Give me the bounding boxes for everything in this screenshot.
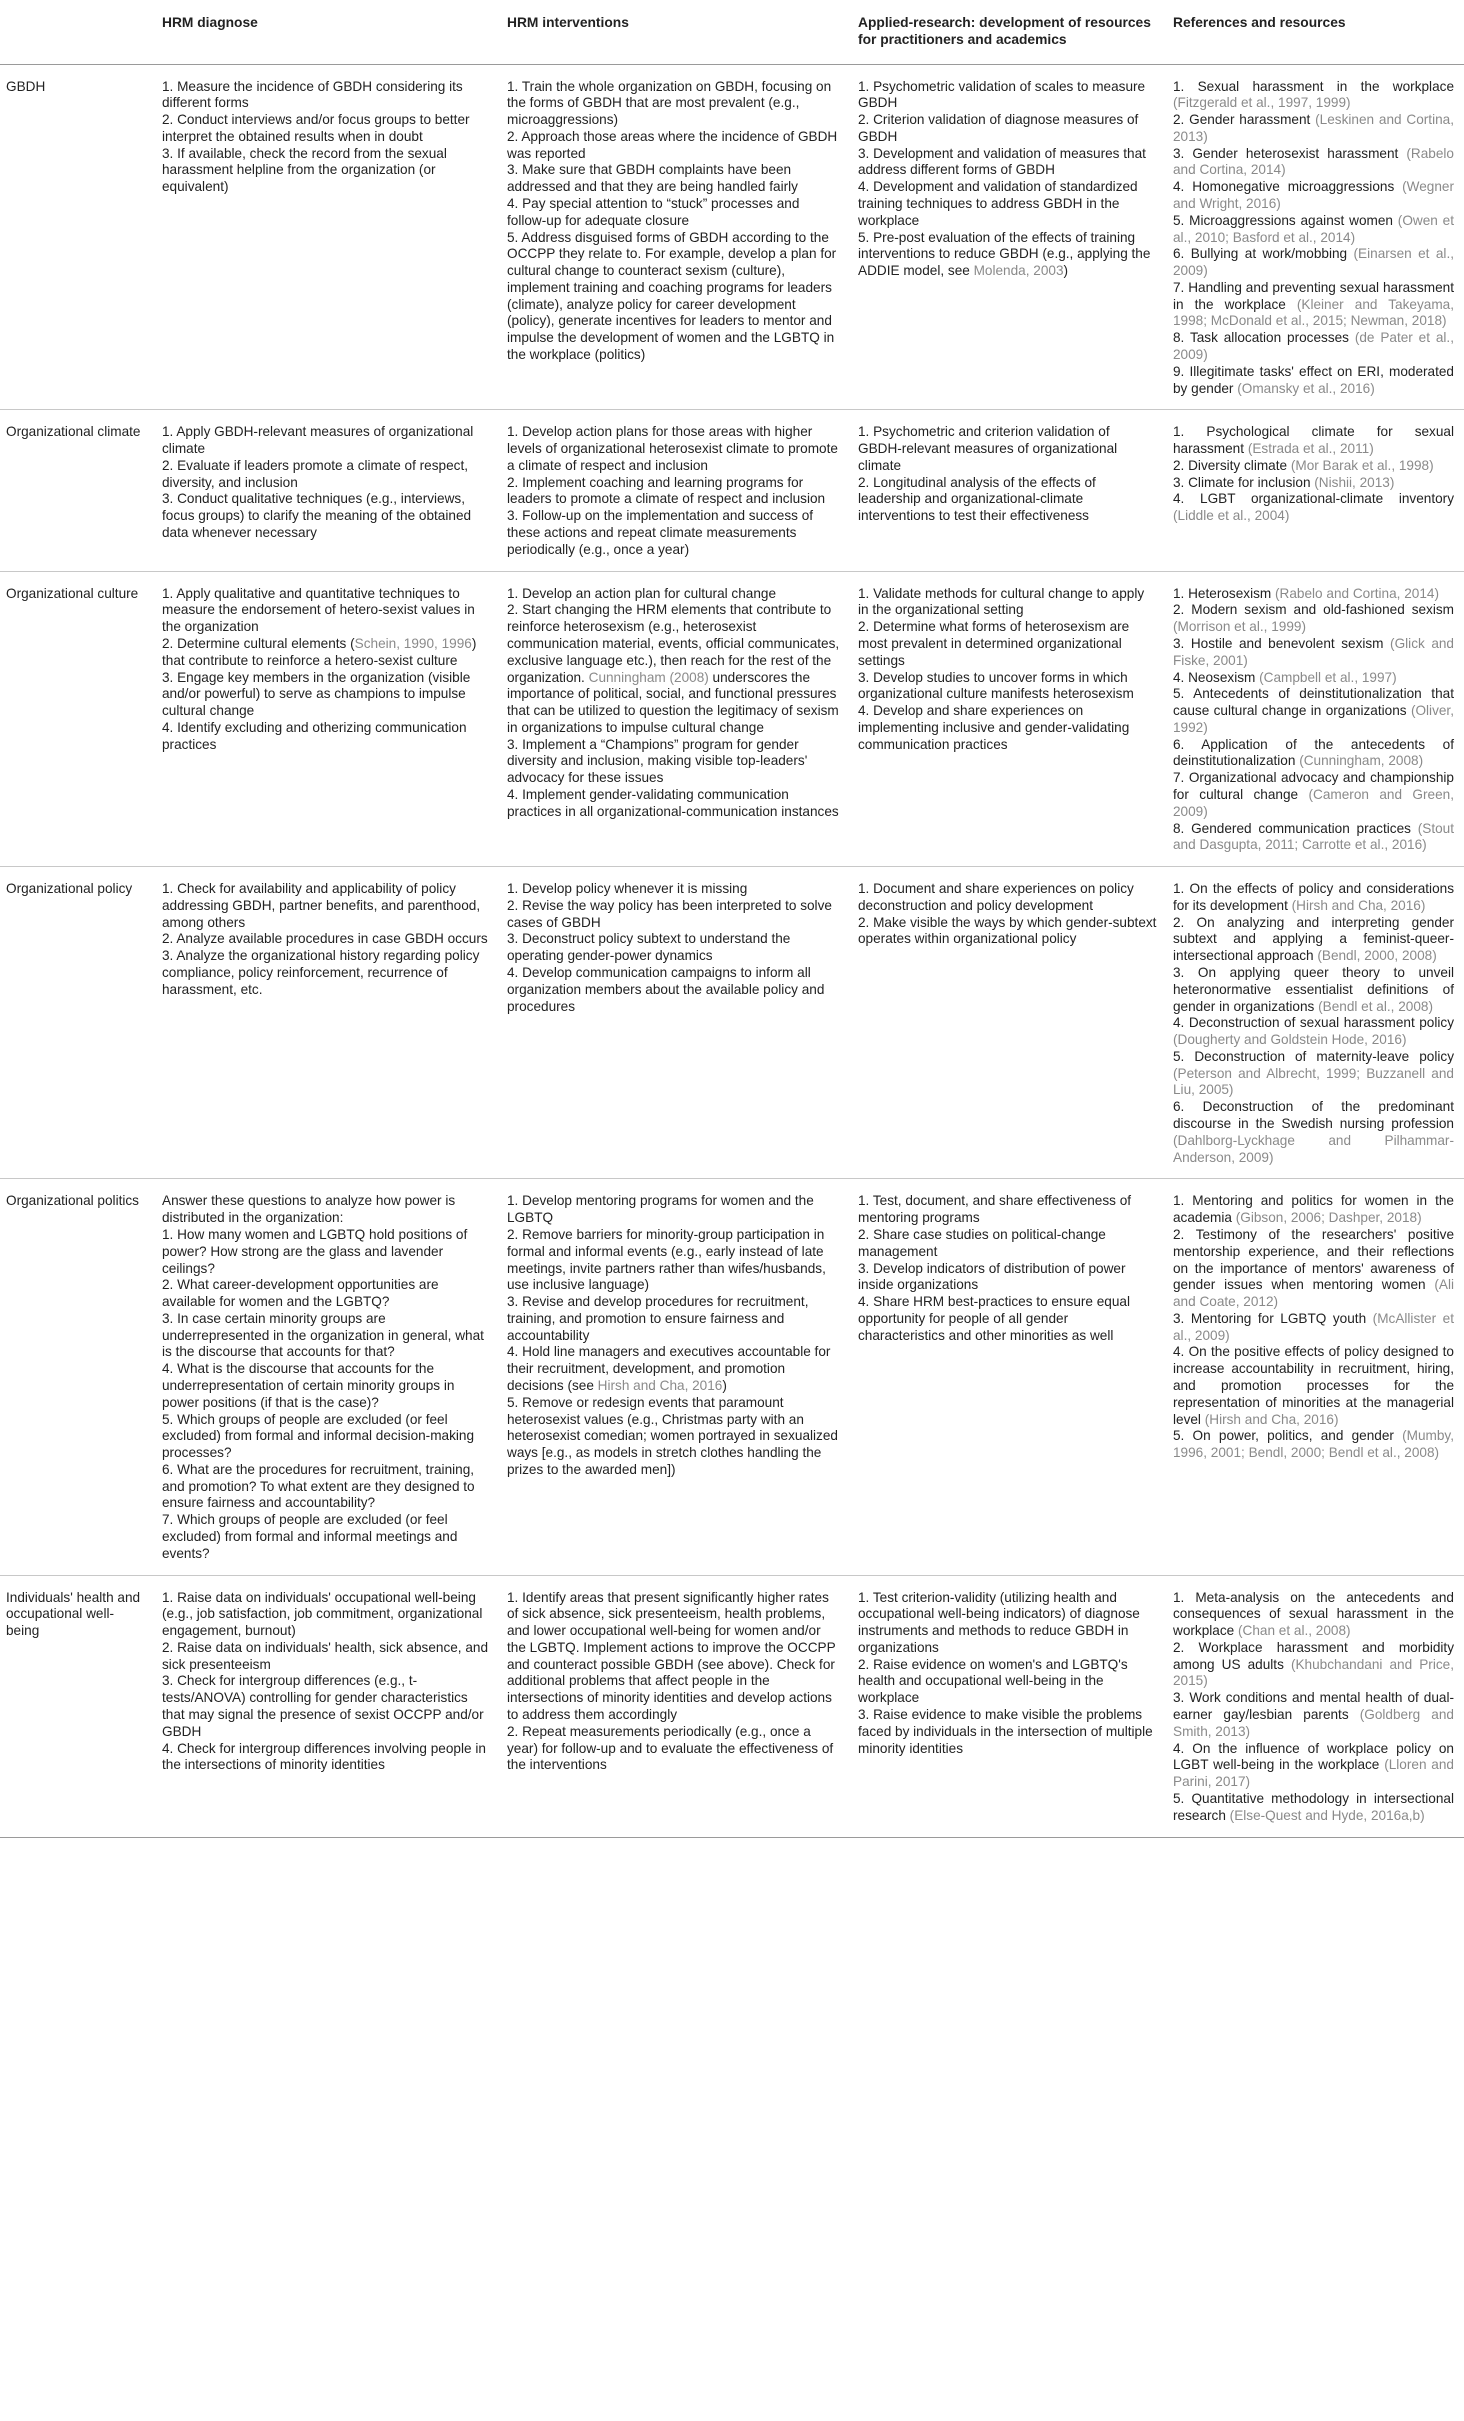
list-item	[858, 915, 1157, 949]
list-item: 2. What career-development opportunities are available for women and the LGBTQ?	[162, 1277, 439, 1310]
item-text: 8. Gendered communication practices	[1173, 820, 1418, 836]
header-applied-research: Applied-research: development of resources for practitioners and academics	[852, 0, 1167, 64]
research-cell	[852, 1179, 1167, 1575]
list-item	[1173, 213, 1454, 247]
diagnose-cell	[156, 1179, 501, 1575]
citation: (Estrada et al., 2011)	[1247, 441, 1374, 457]
citation: (Hirsh and Cha, 2016)	[1204, 1411, 1339, 1427]
list-item	[162, 586, 491, 636]
research-cell	[852, 571, 1167, 867]
citation: Cunningham (2008)	[588, 669, 709, 685]
item-text: 9. Illegitimate tasks' effect on ERI, moderated by gender	[1173, 363, 1454, 396]
list-item	[507, 737, 842, 787]
item-text: 3. Engage key members in the organization (visible and/or powerful) to serve as champions to impulse cultural change	[162, 669, 471, 719]
list-item	[1173, 1311, 1454, 1345]
list-item: 3. Make sure that GBDH complaints have been addressed and that they are being handled fairly	[507, 162, 798, 195]
citation: (Morrison et al., 1999)	[1173, 619, 1306, 635]
list-item: 5. Address disguised forms of GBDH according to the OCCPP they relate to. For example, develop a plan for cultural change to counteract sexism (culture), implement training and coaching programs for leaders (climate), analyze policy for career development (policy), generate incentives for leaders to mentor and impulse the development of women and the LGBTQ in the workplace (politics)	[507, 229, 837, 362]
list-item	[1173, 246, 1454, 280]
item-text: 1. Test, document, and share effectiveness of mentoring programs	[858, 1193, 1132, 1226]
citation: (Owen et al., 2010; Basford et al., 2014)	[1173, 212, 1454, 245]
citation: (Wegner and Wright, 2016)	[1173, 179, 1454, 211]
list-item	[1173, 491, 1454, 525]
list-item	[1173, 280, 1454, 330]
item-text: 6. Bullying at work/mobbing	[1173, 246, 1354, 262]
citation: (Bendl et al., 2008)	[1318, 998, 1433, 1014]
list-item: 1. Develop action plans for those areas with higher levels of organizational heterosexist climate to promote a climate of respect and inclusion	[507, 424, 838, 473]
list-item	[162, 636, 491, 670]
citation: (Else-Quest and Hyde, 2016a,b)	[1229, 1807, 1425, 1823]
citation: (Khubchandani and Price, 2015)	[1173, 1656, 1454, 1689]
list-item	[1173, 602, 1454, 636]
list-item	[1173, 458, 1454, 475]
item-text: 2. Criterion validation of diagnose measures of GBDH	[858, 112, 1139, 144]
citation: (Goldberg and Smith, 2013)	[1173, 1707, 1454, 1739]
row-label: Organizational politics	[0, 1179, 156, 1575]
list-item	[507, 1294, 842, 1344]
list-item: 3. Conduct qualitative techniques (e.g., interviews, focus groups) to clarify the meaning of the obtained data whenever necessary	[162, 491, 472, 541]
list-item	[1173, 79, 1454, 113]
citation: (de Pater et al., 2009)	[1173, 330, 1454, 362]
list-item	[858, 1193, 1157, 1227]
list-item	[858, 146, 1157, 180]
list-item	[858, 1707, 1157, 1757]
header-hrm-interventions: HRM interventions	[501, 0, 852, 64]
list-item	[1173, 146, 1454, 180]
list-item: 1. Measure the incidence of GBDH considering its different forms	[162, 78, 463, 111]
list-item	[858, 112, 1157, 146]
list-item	[1173, 1590, 1454, 1640]
item-text: 3. Revise and develop procedures for recruitment, training, and promotion to ensure fairness and accountability	[507, 1294, 809, 1343]
item-text: 4. Deconstruction of sexual harassment policy	[1173, 1015, 1454, 1031]
table-row	[0, 1179, 1464, 1575]
citation: Schein, 1990, 1996	[354, 635, 472, 651]
header-hrm-diagnose: HRM diagnose	[156, 0, 501, 64]
research-cell	[852, 410, 1167, 571]
item-text: 2. Share case studies on political-change management	[858, 1226, 1106, 1259]
list-item	[858, 1294, 1157, 1344]
list-item: 1. Apply GBDH-relevant measures of organizational climate	[162, 424, 474, 457]
citation: (Rabelo and Cortina, 2014)	[1275, 585, 1439, 601]
item-text: 4. Develop and share experiences on implementing inclusive and gender-validating communication practices	[858, 703, 1130, 752]
item-text: 1. Psychometric validation of scales to measure GBDH	[858, 78, 1146, 111]
item-text: 3. Hostile and benevolent sexism	[1173, 635, 1391, 651]
list-item	[1173, 737, 1454, 771]
list-item	[1173, 770, 1454, 820]
list-item	[1173, 1428, 1454, 1462]
list-item: 4. What is the discourse that accounts for the underrepresentation of certain minority groups in power positions (if that is the case)?	[162, 1361, 455, 1410]
item-text: )	[1063, 263, 1069, 279]
item-text: 5. Antecedents of deinstitutionalization that cause cultural change in organizations	[1173, 686, 1454, 719]
table-body	[0, 64, 1464, 1837]
citation: (Glick and Fiske, 2001)	[1173, 635, 1454, 668]
item-text: 2. Make visible the ways by which gender-subtext operates within organizational policy	[858, 914, 1157, 947]
diagnose-cell	[156, 64, 501, 410]
list-item	[507, 1395, 842, 1479]
list-item	[1173, 1099, 1454, 1166]
list-item: 5. Which groups of people are excluded (or feel excluded) from formal and informal decision-making processes?	[162, 1411, 475, 1461]
list-item: 4. Develop communication campaigns to inform all organization members about the available policy and procedures	[507, 965, 825, 1014]
item-text: 1. Develop mentoring programs for women and the LGBTQ	[507, 1193, 814, 1226]
citation: (Kleiner and Takeyama, 1998; McDonald et al., 2015; Newman, 2018)	[1173, 296, 1454, 329]
list-item	[1173, 1193, 1454, 1227]
list-item	[858, 881, 1157, 915]
list-item	[1173, 636, 1454, 670]
citation: (Cameron and Green, 2009)	[1173, 786, 1454, 819]
item-text: ) that contribute to reinforce a hetero-sexist culture	[162, 635, 477, 668]
list-item: 2. Repeat measurements periodically (e.g., once a year) for follow-up and to evaluate the effectiveness of the interventions	[507, 1723, 834, 1773]
list-item: 1. Identify areas that present significantly higher rates of sick absence, sick presenteeism, health problems, and lower occupational well-being for women and/or the LGBTQ. Implement actions to improve the OCCPP and counteract possible GBDH (see above). Check for additional problems that affect people in the intersections of minority identities and develop actions to address them accordingly	[507, 1589, 836, 1723]
list-item: 1. Check for availability and applicability of policy addressing GBDH, partner benefits, and parenthood, among others	[162, 881, 481, 930]
row-label: Organizational climate	[0, 410, 156, 571]
item-text: 2. Diversity climate	[1173, 457, 1291, 473]
item-text: 3. Develop studies to uncover forms in which organizational culture manifests heterosexism	[858, 669, 1134, 702]
citation: Molenda, 2003	[973, 263, 1064, 279]
item-text: 2. Testimony of the researchers' positive mentorship experience, and their reflections on the importance of mentors' awareness of gender issues when mentoring women	[1173, 1226, 1454, 1293]
references-cell	[1167, 1575, 1464, 1837]
header-references: References and resources	[1167, 0, 1464, 64]
citation: (Stout and Dasgupta, 2011; Carrotte et al., 2016)	[1173, 820, 1454, 853]
item-text: 3. Climate for inclusion	[1173, 474, 1315, 490]
list-item	[1173, 1344, 1454, 1428]
references-cell	[1167, 64, 1464, 410]
list-item	[507, 1227, 842, 1294]
list-item: 1. How many women and LGBTQ hold positions of power? How strong are the glass and lavender ceilings?	[162, 1226, 468, 1276]
diagnose-cell	[156, 410, 501, 571]
item-text: 4. Share HRM best-practices to ensure equal opportunity for people of all gender characteristics and other minorities as well	[858, 1294, 1131, 1343]
citation: (Hirsh and Cha, 2016)	[1291, 897, 1426, 913]
citation: (Dahlborg-Lyckhage and Pilhammar-Anderson, 2009)	[1173, 1132, 1454, 1165]
table-header-row	[0, 0, 1464, 64]
list-item	[858, 230, 1157, 280]
item-text: 1. Psychological climate for sexual harassment	[1173, 424, 1454, 457]
list-item	[858, 424, 1157, 474]
list-item: 6. What are the procedures for recruitment, training, and promotion? To what extent are they designed to ensure fairness and accountability?	[162, 1461, 475, 1511]
list-item	[1173, 179, 1454, 213]
list-item	[1173, 1791, 1454, 1825]
list-item: 2. Revise the way policy has been interpreted to solve cases of GBDH	[507, 897, 832, 930]
list-item: 1. Raise data on individuals' occupational well-being (e.g., job satisfaction, job commitment, organizational engagement, burnout)	[162, 1589, 483, 1639]
table-row	[0, 867, 1464, 1179]
item-text: 3. Development and validation of measures that address different forms of GBDH	[858, 145, 1146, 178]
citation: (Lloren and Parini, 2017)	[1173, 1757, 1454, 1790]
item-text: 5. Remove or redesign events that paramount heterosexist values (e.g., Christmas party with an heterosexist comedian; women portrayed in sexualized ways [e.g., as models in stretch clothes handling the prizes to the awarded men])	[507, 1394, 838, 1477]
list-item: 3. In case certain minority groups are underrepresented in the organization in general, what is the discourse that accounts for that?	[162, 1310, 484, 1360]
citation: (Fitzgerald et al., 1997, 1999)	[1173, 95, 1351, 111]
row-label: Organizational culture	[0, 571, 156, 867]
list-item: 3. If available, check the record from the sexual harassment helpline from the organization (or equivalent)	[162, 145, 447, 195]
table-row	[0, 1575, 1464, 1837]
item-text: 7. Handling and preventing sexual harassment in the workplace	[1173, 279, 1454, 312]
list-item	[858, 1227, 1157, 1261]
item-text: 4. Implement gender-validating communication practices in all organizational-communication instances	[507, 786, 839, 819]
item-text: 1. Sexual harassment in the workplace	[1173, 78, 1454, 94]
list-item	[858, 79, 1157, 113]
list-item	[858, 586, 1157, 620]
list-item	[1173, 1640, 1454, 1690]
list-item	[858, 1261, 1157, 1295]
item-text: 5. Microaggressions against women	[1173, 212, 1398, 228]
diagnose-cell	[156, 1575, 501, 1837]
citation: (Leskinen and Cortina, 2013)	[1173, 112, 1455, 144]
list-item: 3. Follow-up on the implementation and success of these actions and repeat climate measurements periodically (e.g., once a year)	[507, 508, 814, 557]
list-item	[1173, 881, 1454, 915]
citation: (Ali and Coate, 2012)	[1173, 1277, 1454, 1310]
item-text: 2. Workplace harassment and morbidity among US adults	[1173, 1639, 1454, 1672]
diagnose-cell	[156, 867, 501, 1179]
item-text: 1. Test criterion-validity (utilizing health and occupational well-being indicators) of diagnose instruments and methods to reduce GBDH in organizations	[858, 1589, 1140, 1655]
list-item	[858, 619, 1157, 669]
research-cell	[852, 1575, 1167, 1837]
research-cell	[852, 64, 1167, 410]
list-item	[1173, 586, 1454, 603]
item-text: 1. Develop an action plan for cultural change	[507, 585, 777, 601]
list-item: 2. Approach those areas where the incidence of GBDH was reported	[507, 128, 838, 161]
item-text: 3. Gender heterosexist harassment	[1173, 145, 1407, 161]
item-text: 2. Longitudinal analysis of the effects of leadership and organizational-climate interventions to test their effectiveness	[858, 474, 1096, 524]
item-text: 3. Raise evidence to make visible the problems faced by individuals in the intersection of multiple minority identities	[858, 1707, 1153, 1756]
citation: (Cunningham, 2008)	[1299, 753, 1424, 769]
item-text: )	[722, 1377, 727, 1393]
interventions-cell	[501, 410, 852, 571]
item-text: 2. Determine cultural elements (	[162, 635, 355, 651]
citation: (Liddle et al., 2004)	[1173, 508, 1290, 524]
list-item: 3. Analyze the organizational history regarding policy compliance, policy reinforcement, recurrence of harassment, etc.	[162, 948, 480, 997]
list-item: 2. Analyze available procedures in case GBDH occurs	[162, 931, 488, 947]
item-text: 4. Hold line managers and executives accountable for their recruitment, development, and promotion decisions (see	[507, 1344, 831, 1393]
item-text: 4. On the positive effects of policy designed to increase accountability in recruitment, hiring, and promotion processes for the representation of minorities at the managerial level	[1173, 1344, 1454, 1427]
item-text: 1. On the effects of policy and considerations for its development	[1173, 881, 1454, 913]
citation: (McAllister et al., 2009)	[1173, 1310, 1454, 1343]
list-item	[507, 787, 842, 821]
references-cell	[1167, 1179, 1464, 1575]
list-item: 2. Implement coaching and learning programs for leaders to promote a climate of respect and inclusion	[507, 474, 826, 507]
list-item	[1173, 686, 1454, 736]
citation: Hirsh and Cha, 2016	[597, 1377, 723, 1393]
list-item	[162, 670, 491, 720]
item-text: 3. On applying queer theory to unveil heteronormative essentialist definitions of gender in organizations	[1173, 965, 1454, 1014]
item-text: 4. Development and validation of standardized training techniques to address GBDH in the workplace	[858, 179, 1138, 228]
item-text: 2. Modern sexism and old-fashioned sexism	[1173, 602, 1454, 618]
list-item	[858, 1657, 1157, 1707]
item-text: 4. On the influence of workplace policy on LGBT well-being in the workplace	[1173, 1740, 1454, 1773]
item-text: 5. Pre-post evaluation of the effects of training interventions to reduce GBDH (e.g., applying the ADDIE model, see	[858, 229, 1151, 279]
citation: (Gibson, 2006; Dashper, 2018)	[1235, 1210, 1422, 1226]
item-text: 2. Raise evidence on women's and LGBTQ's health and occupational well-being in the workplace	[858, 1656, 1128, 1706]
diagnose-cell	[156, 571, 501, 867]
citation: (Einarsen et al., 2009)	[1173, 246, 1454, 279]
item-text: 2. Gender harassment	[1173, 112, 1316, 128]
citation: (Bendl, 2000, 2008)	[1317, 948, 1437, 964]
references-cell	[1167, 571, 1464, 867]
list-item: 1. Train the whole organization on GBDH, focusing on the forms of GBDH that are most prevalent (e.g., microaggressions)	[507, 78, 832, 128]
item-text: 4. LGBT organizational-climate inventory	[1173, 491, 1454, 507]
list-item	[507, 602, 842, 736]
list-item	[1173, 112, 1454, 146]
item-text: 6. Deconstruction of the predominant discourse in the Swedish nursing profession	[1173, 1099, 1454, 1132]
item-text: 3. Mentoring for LGBTQ youth	[1173, 1310, 1373, 1326]
item-text: 1. Apply qualitative and quantitative techniques to measure the endorsement of hetero-sexist values in the organization	[162, 585, 475, 635]
list-item	[1173, 965, 1454, 1015]
table-row	[0, 410, 1464, 571]
list-item	[858, 475, 1157, 525]
item-text: 3. Develop indicators of distribution of power inside organizations	[858, 1260, 1126, 1293]
citation: (Peterson and Albrecht, 1999; Buzzanell and Liu, 2005)	[1173, 1065, 1454, 1098]
row-label: Organizational policy	[0, 867, 156, 1179]
list-item: 2. Conduct interviews and/or focus groups to better interpret the obtained results when in doubt	[162, 112, 470, 144]
list-item	[162, 720, 491, 754]
item-text: 5. Quantitative methodology in intersectional research	[1173, 1790, 1454, 1823]
list-item	[858, 703, 1157, 753]
citation: (Nishii, 2013)	[1314, 474, 1395, 490]
list-item	[507, 1193, 842, 1227]
citation: (Oliver, 1992)	[1173, 703, 1454, 735]
header-row-label	[0, 0, 156, 64]
list-item	[858, 1590, 1157, 1657]
item-text: 1. Psychometric and criterion validation of GBDH-relevant measures of organizational climate	[858, 424, 1118, 473]
references-cell	[1167, 867, 1464, 1179]
list-item	[1173, 1015, 1454, 1049]
interventions-cell	[501, 1575, 852, 1837]
item-text: 2. On analyzing and interpreting gender subtext and applying a feminist-queer-intersectional approach	[1173, 914, 1454, 964]
table-row	[0, 571, 1464, 867]
item-text: 1. Validate methods for cultural change to apply in the organizational setting	[858, 585, 1145, 618]
citation: (Chan et al., 2008)	[1237, 1623, 1351, 1639]
list-item	[1173, 475, 1454, 492]
item-text: 1. Meta-analysis on the antecedents and consequences of sexual harassment in the workplace	[1173, 1589, 1454, 1639]
item-text: 1. Heterosexism	[1173, 585, 1275, 601]
citation: (Campbell et al., 1997)	[1259, 669, 1397, 685]
item-text: 2. Remove barriers for minority-group participation in formal and informal events (e.g., early instead of late meetings, invite partners rather than wifes/husbands, use inclusive language)	[507, 1226, 826, 1293]
row-label: Individuals' health and occupational well-being	[0, 1575, 156, 1837]
citation: (Omansky et al., 2016)	[1237, 380, 1375, 396]
list-item	[507, 1344, 842, 1394]
citation: (Mumby, 1996, 2001; Bendl, 2000; Bendl et al., 2008)	[1173, 1428, 1454, 1461]
list-item: 1. Develop policy whenever it is missing	[507, 881, 748, 897]
list-item	[1173, 1049, 1454, 1099]
list-item	[1173, 330, 1454, 364]
list-item	[1173, 364, 1454, 398]
list-item	[858, 179, 1157, 229]
list-item	[1173, 1227, 1454, 1311]
list-item	[1173, 1741, 1454, 1791]
list-item: 7. Which groups of people are excluded (or feel excluded) from formal and informal meetings and events?	[162, 1512, 458, 1561]
item-text: 2. Start changing the HRM elements that contribute to reinforce heterosexism (e.g., heterosexist communication material, events, official communicates, exclusive language etc.), then reach for the rest of the organization.	[507, 602, 840, 685]
row-label: GBDH	[0, 64, 156, 410]
list-item: 4. Pay special attention to “stuck” processes and follow-up for adequate closure	[507, 195, 800, 228]
list-item: 4. Check for intergroup differences involving people in the intersections of minority identities	[162, 1740, 486, 1773]
table-row	[0, 64, 1464, 410]
item-text: underscores the importance of political, social, and functional pressures that can be utilized to question the legitimacy of sexism in organizations to impulse cultural change	[507, 669, 839, 735]
list-item: 3. Check for intergroup differences (e.g., t-tests/ANOVA) controlling for gender characteristics that may signal the presence of sexist OCCPP and/or GBDH	[162, 1673, 484, 1739]
item-text: 3. Work conditions and mental health of dual-earner gay/lesbian parents	[1173, 1690, 1454, 1723]
interventions-cell	[501, 867, 852, 1179]
item-text: 3. Implement a “Champions” program for gender diversity and inclusion, making visible top-leaders' advocacy for these issues	[507, 736, 808, 786]
interventions-cell	[501, 64, 852, 410]
list-item: 2. Evaluate if leaders promote a climate of respect, diversity, and inclusion	[162, 457, 469, 490]
list-item	[1173, 915, 1454, 965]
list-item: 3. Deconstruct policy subtext to understand the operating gender-power dynamics	[507, 931, 791, 964]
item-text: 4. Identify excluding and otherizing communication practices	[162, 719, 467, 752]
research-cell	[852, 867, 1167, 1179]
list-item	[1173, 670, 1454, 687]
list-item	[507, 586, 842, 603]
interventions-cell	[501, 571, 852, 867]
references-cell	[1167, 410, 1464, 571]
item-text: 1. Document and share experiences on policy deconstruction and policy development	[858, 881, 1134, 913]
item-text: 2. Determine what forms of heterosexism are most prevalent in determined organizational settings	[858, 619, 1130, 668]
item-text: 4. Neosexism	[1173, 669, 1260, 685]
item-text: 5. On power, politics, and gender	[1173, 1428, 1403, 1444]
list-item	[1173, 424, 1454, 458]
list-item: Answer these questions to analyze how power is distributed in the organization:	[162, 1193, 456, 1226]
list-item: 2. Raise data on individuals' health, sick absence, and sick presenteeism	[162, 1639, 489, 1672]
interventions-cell	[501, 1179, 852, 1575]
item-text: 5. Deconstruction of maternity-leave policy	[1173, 1048, 1454, 1064]
citation: (Rabelo and Cortina, 2014)	[1173, 145, 1454, 178]
list-item	[1173, 821, 1454, 855]
item-text: 6. Application of the antecedents of deinstitutionalization	[1173, 736, 1454, 769]
item-text: 4. Homonegative microaggressions	[1173, 179, 1403, 195]
item-text: 1. Mentoring and politics for women in the academia	[1173, 1193, 1454, 1226]
list-item	[1173, 1690, 1454, 1740]
item-text: 7. Organizational advocacy and championship for cultural change	[1173, 770, 1454, 802]
citation: (Mor Barak et al., 1998)	[1290, 457, 1434, 473]
item-text: 8. Task allocation processes	[1173, 330, 1355, 346]
citation: (Dougherty and Goldstein Hode, 2016)	[1173, 1032, 1407, 1048]
list-item	[858, 670, 1157, 704]
